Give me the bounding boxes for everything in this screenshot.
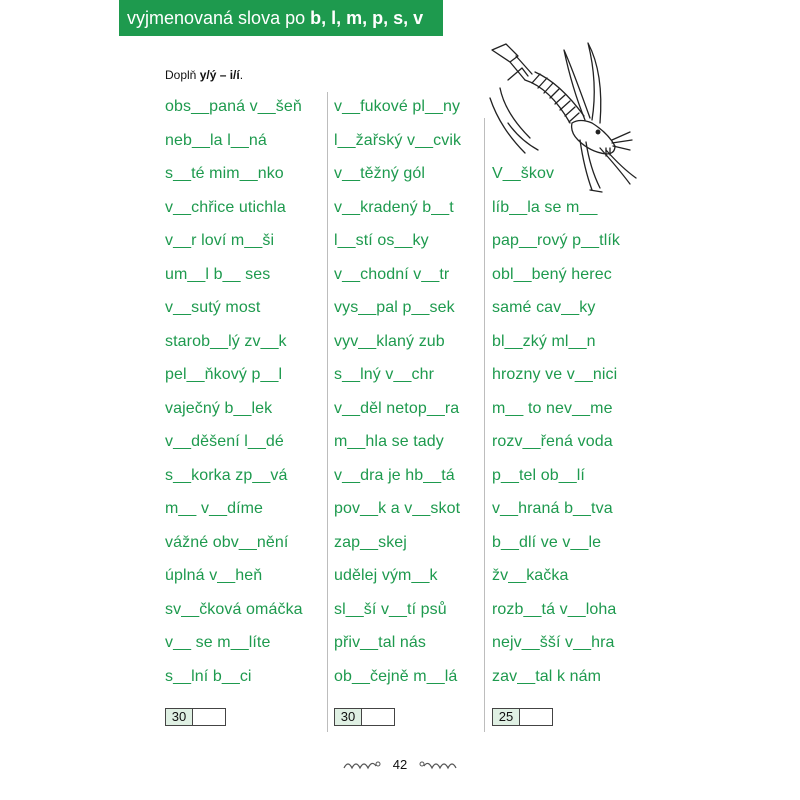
instruction-suffix: . [239, 68, 244, 82]
banner-text: vyjmenovaná slova po [127, 8, 311, 28]
exercise-item: v__fukové pl__ny [334, 98, 461, 115]
column-1 [165, 90, 303, 693]
exercise-item: obl__bený herec [492, 265, 612, 283]
instruction [165, 68, 243, 82]
exercise-item: v__dra je hb__tá [334, 466, 455, 484]
exercise-item: v__hraná b__tva [492, 500, 613, 517]
exercise-item: zav__tal k nám [492, 667, 602, 685]
exercise-item: v__sutý most [165, 299, 261, 316]
exercise-item: s__lní b__ci [165, 667, 252, 685]
score-box [492, 708, 553, 726]
exercise-item: pel__ňkový p__l [165, 366, 283, 383]
squiggle-decoration-icon [418, 758, 458, 772]
exercise-item: vaječný b__lek [165, 399, 273, 417]
exercise-item: úplná v__heň [165, 567, 263, 584]
exercise-item: s__lný v__chr [334, 366, 435, 383]
exercise-item: l__stí os__ky [334, 232, 429, 249]
column-divider [327, 92, 328, 732]
exercise-item: V__škov [492, 165, 555, 182]
exercise-item: p__tel ob__lí [492, 466, 585, 484]
exercise-item: m__ v__díme [165, 500, 264, 517]
exercise-item: s__té mim__nko [165, 165, 284, 182]
exercise-item: neb__la l__ná [165, 131, 267, 149]
column-3 [492, 157, 620, 693]
column-divider [484, 118, 485, 732]
exercise-item: starob__lý zv__k [165, 332, 287, 350]
exercise-item: sv__čková omáčka [165, 600, 303, 618]
exercise-item: vyv__klaný zub [334, 332, 445, 350]
squiggle-decoration-icon [342, 758, 382, 772]
exercise-item: l__žařský v__cvik [334, 131, 462, 149]
score-number: 30 [166, 709, 193, 725]
exercise-item: nejv__šší v__hra [492, 634, 615, 651]
exercise-item: v__ se m__líte [165, 634, 271, 651]
exercise-item: obs__paná v__šeň [165, 98, 302, 115]
exercise-item: vážné obv__nění [165, 533, 289, 551]
exercise-item: v__kradený b__t [334, 198, 454, 216]
exercise-item: rozb__tá v__loha [492, 600, 617, 618]
score-answer-field[interactable] [520, 709, 552, 725]
exercise-item: hrozny ve v__nici [492, 366, 618, 383]
score-answer-field[interactable] [362, 709, 394, 725]
exercise-item: v__chodní v__tr [334, 265, 450, 283]
exercise-item: pap__rový p__tlík [492, 232, 621, 249]
exercise-item: s__korka zp__vá [165, 466, 288, 484]
score-box [334, 708, 395, 726]
score-number: 25 [493, 709, 520, 725]
exercise-item: zap__skej [334, 533, 407, 551]
exercise-item: sl__ší v__tí psů [334, 600, 447, 618]
exercise-item: v__těžný gól [334, 165, 426, 182]
exercise-item: udělej vým__k [334, 567, 438, 584]
exercise-item: m__hla se tady [334, 433, 444, 450]
score-number: 30 [335, 709, 362, 725]
exercise-item: b__dlí ve v__le [492, 533, 602, 551]
exercise-item: v__děl netop__ra [334, 399, 460, 417]
instruction-bold: y/ý – i/í [199, 68, 240, 82]
exercise-item: m__ to nev__me [492, 399, 613, 417]
exercise-item: přiv__tal nás [334, 634, 427, 651]
exercise-item: rozv__řená voda [492, 433, 613, 450]
score-box [165, 708, 226, 726]
exercise-item: pov__k a v__skot [334, 500, 461, 517]
exercise-item: vys__pal p__sek [334, 299, 455, 316]
banner-letters: b, l, m, p, s, v [310, 8, 424, 28]
exercise-item: v__děšení l__dé [165, 433, 284, 450]
exercise-item: žv__kačka [492, 567, 569, 584]
exercise-item: líb__la se m__ [492, 198, 598, 216]
score-answer-field[interactable] [193, 709, 225, 725]
exercise-item: v__r loví m__ši [165, 232, 275, 249]
page-footer [0, 756, 800, 774]
column-2 [334, 90, 461, 693]
page-number: 42 [392, 757, 408, 773]
chapter-banner [119, 0, 443, 36]
exercise-item: v__chřice utichla [165, 198, 286, 216]
exercise-item: bl__zký ml__n [492, 332, 596, 350]
exercise-item: samé cav__ky [492, 299, 596, 316]
exercise-item: um__l b__ ses [165, 265, 271, 283]
instruction-prefix: Doplň [165, 68, 200, 82]
exercise-item: ob__čejně m__lá [334, 667, 458, 685]
